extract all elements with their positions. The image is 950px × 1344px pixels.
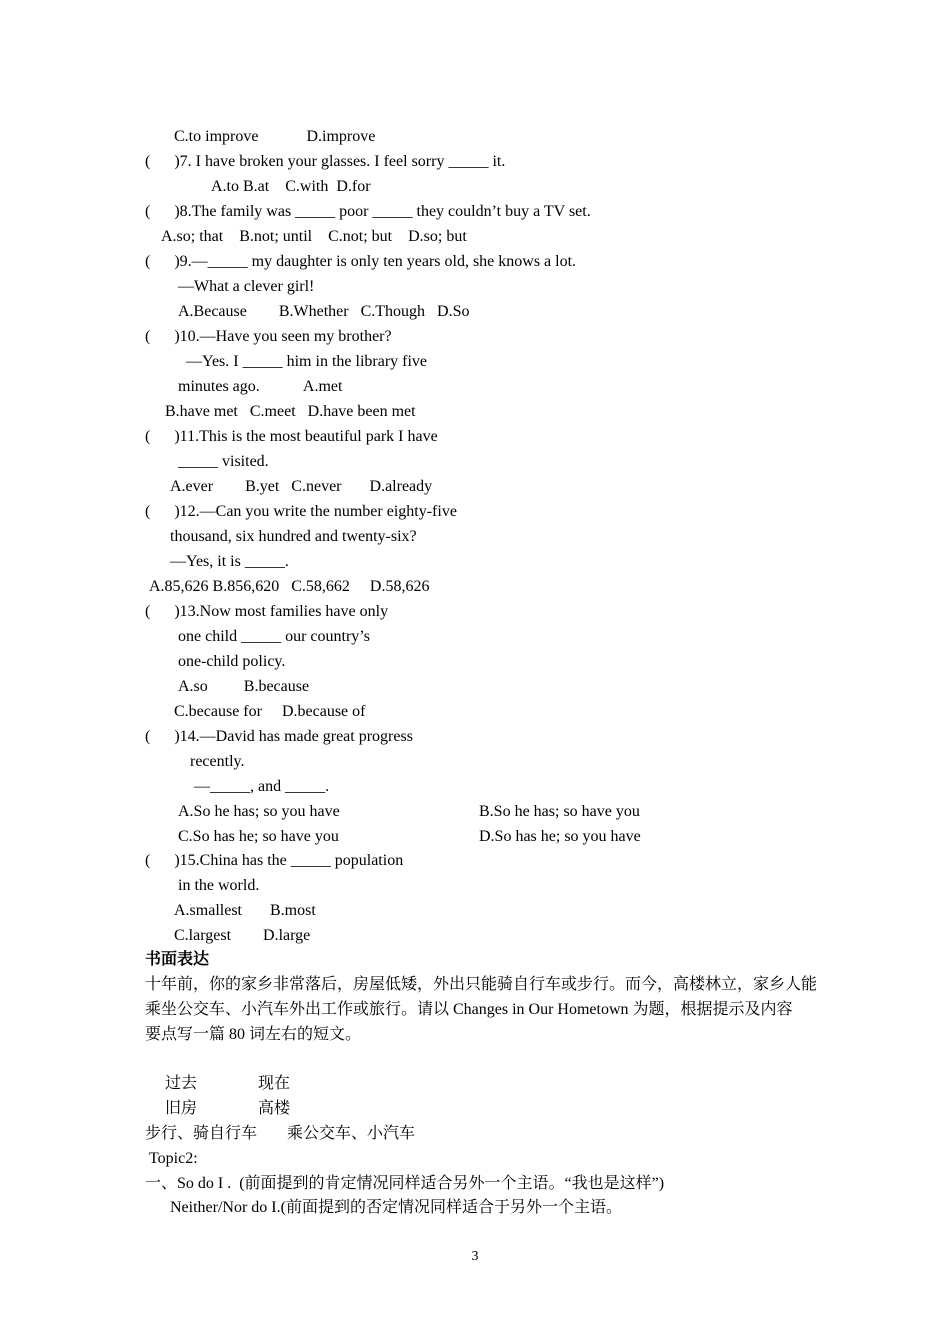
writing-prompt-line-1: 十年前，你的家乡非常落后，房屋低矮，外出只能骑自行车或步行。而今，高楼林立，家乡人能: [145, 976, 818, 993]
hint-now-label: 现在: [258, 1075, 291, 1092]
hint-now-buildings: 高楼: [258, 1100, 291, 1117]
q13-cont: one child _____ our country’s: [178, 628, 370, 645]
q12-options: A.85,626 B.856,620 C.58,662 D.58,626: [149, 578, 430, 595]
topic-2-heading: Topic2:: [149, 1150, 198, 1167]
writing-prompt-line-2: 乘坐公交车、小汽车外出工作或旅行。请以 Changes in Our Hometown 为题，根据提示及内容: [145, 1001, 793, 1018]
question-14: ( )14.—David has made great progress: [145, 728, 413, 745]
q13-options-cd: C.because for D.because of: [174, 703, 366, 720]
q14-option-b: B.So he has; so have you: [479, 803, 640, 820]
q13-options-ab: A.so B.because: [178, 678, 310, 695]
q6-options-cd: C.to improve D.improve: [174, 128, 376, 145]
q10-reply-cont: minutes ago. A.met: [178, 378, 343, 395]
question-7: ( )7. I have broken your glasses. I feel sorry _____ it.: [145, 153, 506, 170]
q14-reply: —_____, and _____.: [194, 778, 330, 795]
q8-options: A.so; that B.not; until C.not; but D.so; but: [161, 228, 467, 245]
q14-cont: recently.: [190, 753, 245, 770]
hint-now-transport: 乘公交车、小汽车: [287, 1125, 416, 1142]
q14-option-c: C.So has he; so have you: [178, 828, 339, 845]
grammar-so-do-i: 一、So do I . (前面提到的肯定情况同样适合另外一个主语。“我也是这样”): [145, 1175, 665, 1192]
q12-cont: thousand, six hundred and twenty-six?: [170, 528, 417, 545]
grammar-neither-do-i: Neither/Nor do I.(前面提到的否定情况同样适合于另外一个主语。: [170, 1199, 622, 1216]
q14-option-a: A.So he has; so you have: [178, 803, 340, 820]
hint-past-label: 过去: [165, 1075, 198, 1092]
question-12: ( )12.—Can you write the number eighty-five: [145, 503, 457, 520]
question-11: ( )11.This is the most beautiful park I have: [145, 428, 438, 445]
hint-past-houses: 旧房: [165, 1100, 198, 1117]
q9-options: A.Because B.Whether C.Though D.So: [178, 303, 470, 320]
q14-option-d: D.So has he; so you have: [479, 828, 641, 845]
question-10: ( )10.—Have you seen my brother?: [145, 328, 392, 345]
q12-reply: —Yes, it is _____.: [170, 553, 289, 570]
writing-prompt-line-3: 要点写一篇 80 词左右的短文。: [145, 1026, 362, 1043]
q15-cont: in the world.: [178, 877, 260, 894]
writing-heading: 书面表达: [145, 951, 210, 968]
q15-options-cd: C.largest D.large: [174, 927, 311, 944]
hint-past-transport: 步行、骑自行车: [145, 1125, 258, 1142]
question-13: ( )13.Now most families have only: [145, 603, 389, 620]
question-8: ( )8.The family was _____ poor _____ they couldn’t buy a TV set.: [145, 203, 591, 220]
q11-options: A.ever B.yet C.never D.already: [170, 478, 433, 495]
q10-reply: —Yes. I _____ him in the library five: [186, 353, 428, 370]
q9-reply: —What a clever girl!: [178, 278, 315, 295]
q7-options: A.to B.at C.with D.for: [211, 178, 371, 195]
q13-cont-2: one-child policy.: [178, 653, 286, 670]
question-9: ( )9.—_____ my daughter is only ten years old, she knows a lot.: [145, 253, 577, 270]
q15-options-ab: A.smallest B.most: [174, 902, 316, 919]
question-15: ( )15.China has the _____ population: [145, 852, 404, 869]
page-number: 3: [471, 1249, 479, 1264]
q11-cont: _____ visited.: [178, 453, 269, 470]
q10-options: B.have met C.meet D.have been met: [165, 403, 416, 420]
